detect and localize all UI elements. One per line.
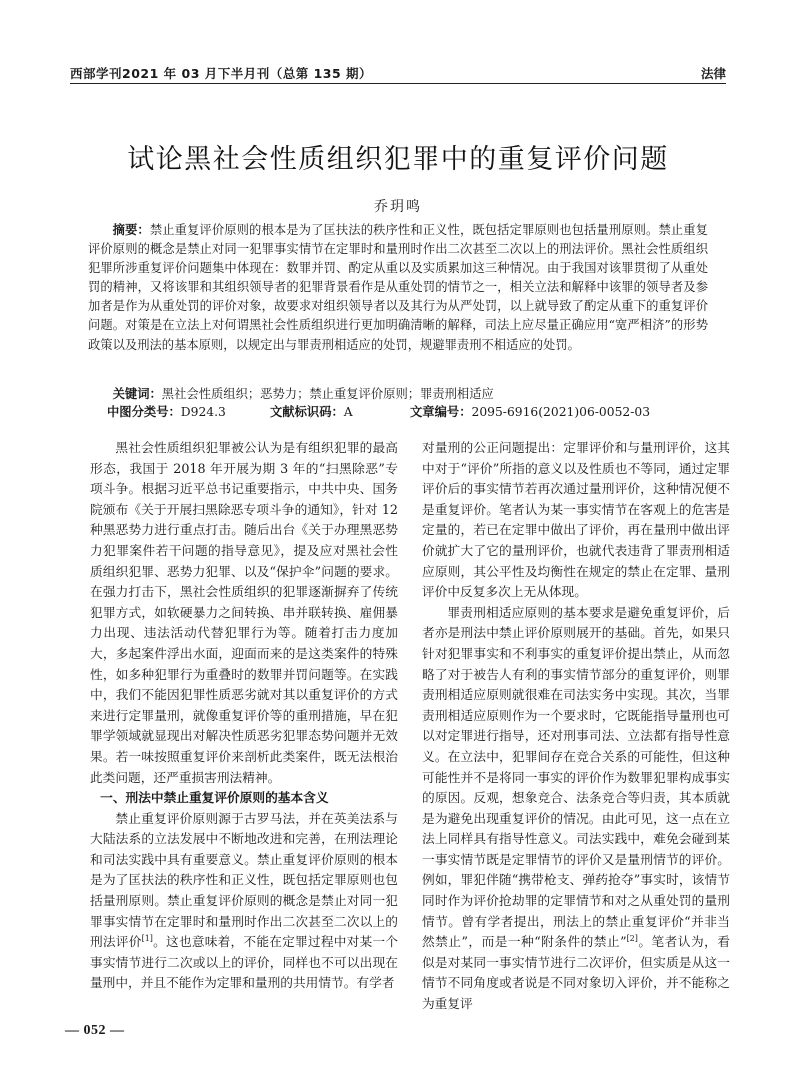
clc-value: D924.3	[180, 405, 226, 419]
keywords	[88, 385, 708, 403]
doc-code-field	[270, 403, 353, 421]
article-number-field	[410, 403, 650, 421]
abstract-text: 禁止重复评价原则的根本是为了匡扶法的秩序性和正义性，既包括定罪原则也包括量刑原则。禁止重复评价原则的概念是禁止对同一犯罪事实情节在定罪时和量刑时作出二次甚至二次以上的刑法评价。黑社会性质组织犯罪所涉重复评价问题集中体现在：数罪并罚、酌定从重以及实质累加这三种情况。由于我国对该罪贯彻了从重处罚的精神，又将该罪和其组织领导者的犯罪背景看作是从重处罚的情节之一，相关立法和解释中该罪的领导者及参加者是作为从重处罚的评价对象，故要求对组织领导者以及其行为从严处罚，以上就导致了酌定从重下的重复评价问题。对策是在立法上对何谓黑社会性质组织进行更加明确清晰的解释，司法上应尽量正确应用“宽严相济”的形势政策以及刑法的基本原则，以规定出与罪责刑相适应的处罚，规避罪责刑不相适应的处罚。	[88, 223, 708, 352]
clc-label: 中图分类号：	[107, 405, 181, 419]
section-heading: 一、刑法中禁止重复评价原则的基本含义	[100, 790, 329, 806]
doc-code-label: 文献标识码：	[270, 405, 344, 419]
paragraph-text: 禁止重复评价原则源于古罗马法，并在英美法系与大陆法系的立法发展中不断地改进和完善，在刑法理论和司法实践中具有重要意义。禁止重复评价原则的根本是为了匡扶法的秩序性和正义性，既包括定罪原则也包括量刑原则。禁止重复评价原则的概念是禁止对同一犯罪事实情节在定罪时和量刑时作出二次甚至二次以上的刑法评价	[90, 810, 398, 950]
article-title: 试论黑社会性质组织犯罪中的重复评价问题	[127, 144, 669, 175]
article-number-label: 文章编号：	[410, 405, 472, 419]
keywords-label: 关键词：	[112, 387, 162, 401]
section-name: 法律	[700, 66, 726, 81]
author-name: 乔玥鸣	[374, 199, 422, 215]
paragraph: 对量刑的公正问题提出：定罪评价和与量刑评价，这其中对于“评价”所指的意义以及性质也不等同，通过定罪评价后的事实情节若再次通过量刑评价，这种情况便不是重复评价。笔者认为某一事实情节在客观上的危害是定量的，若已在定罪中做出了评价，再在量刑中做出评价就扩大了它的量刑评价，也就代表违背了罪责刑相适应原则，其公平性及均衡性在规定的禁止在定罪、量刑评价中反复多次上无从体现。	[422, 440, 730, 600]
clc-field	[107, 403, 226, 421]
paragraph	[90, 809, 398, 994]
abstract	[88, 221, 708, 355]
keywords-text: 黑社会性质组织；恶势力；禁止重复评价原则；罪责刑相适应	[161, 387, 494, 401]
classification-line	[107, 403, 707, 421]
running-header	[70, 62, 726, 82]
body-column-right	[422, 438, 730, 1015]
page-number: — 052 —	[65, 1023, 125, 1038]
paragraph-text: 。这也意味着，不能在定罪过程中对某一个事实情节进行二次或以上的评价，同样也不可以出现在量刑中，并且不能作为定罪和量刑的共用情节。有学者	[90, 934, 399, 991]
doc-code-value: A	[343, 405, 353, 419]
citation-ref: [1]	[141, 934, 153, 944]
journal-info: 西部学刊2021 年 03 月下半月刊（总第 135 期）	[70, 66, 373, 81]
header-rule	[70, 83, 726, 84]
abstract-label: 摘要：	[112, 223, 150, 237]
paragraph-text: 罪责刑相适应原则的基本要求是避免重复评价，后者亦是刑法中禁止评价原则展开的基础。首先，如果只针对犯罪事实和不利事实的重复评价提出禁止，从而忽略了对于被告人有利的事实情节部分的重复评价，则罪责刑相适应原则就很难在司法实务中实现。其次，当罪责刑相适应原则作为一个要求时，它既能指导量刑也可以对定罪进行指导，还对刑事司法、立法都有指导性意义。在立法中，犯罪间存在竞合关系的可能性，但这种可能性并不是将同一事实的评价作为数罪犯罪构成事实的原因。反观，想象竞合、法条竞合等归责，其本质就是为避免出现重复评价的情况。由此可见，这一点在立法上同样具有指导性意义。司法实践中，难免会碰到某一事实情节既是定罪情节的评价又是量刑情节的评价。例如，罪犯伴随“携带枪支、弹药抢夺”事实时，该情节同时作为评价抢劫罪的定罪情节和对之从重处罚的量刑情节。曾有学者提出，刑法上的禁止重复评价“并非当然禁止”，而是一种“附条件的禁止”	[422, 604, 730, 950]
article-number-value: 2095-6916(2021)06-0052-03	[471, 405, 651, 419]
paragraph: 黑社会性质组织犯罪被公认为是有组织犯罪的最高形态，我国于 2018 年开展为期 3 年的“扫黑除恶”专项斗争。根据习近平总书记重要指示，中共中央、国务院颁布《关于开展扫黑除恶专项斗争的通知》，针对 12 种黑恶势力进行重点打击。随后出台《关于办理黑恶势力犯罪案件若干问题的指导意见》，提及应对黑社会性质组织犯罪、恶势力犯罪、以及“保护伞”问题的要求。在强力打击下，黑社会性质组织的犯罪逐渐摒弃了传统犯罪方式，如软硬暴力之间转换、串并联转换、雇佣暴力出现、违法活动代替犯罪行为等。随着打击力度加大，多起案件浮出水面，迎面而来的是这类案件的特殊性，如多种犯罪行为重叠时的数罪并罚问题等。在实践中，我们不能因犯罪性质恶劣就对其以重复评价的方式来进行定罪量刑，就像重复评价等的重刑措施，早在犯罪学领域就显现出对解决性质恶劣犯罪态势问题并无效果。若一味按照重复评价来剖析此类案件，既无法根治此类问题，还严重损害刑法精神。	[90, 440, 398, 785]
citation-ref: [2]	[626, 934, 638, 944]
paragraph	[422, 603, 730, 1015]
body-column-left	[90, 438, 398, 994]
paragraph-text: 。笔者认为，看似是对某同一事实情节进行二次评价，但实质是从这一情节不同角度或者说是不同对象切入评价，并不能称之为重复评	[422, 934, 730, 1012]
